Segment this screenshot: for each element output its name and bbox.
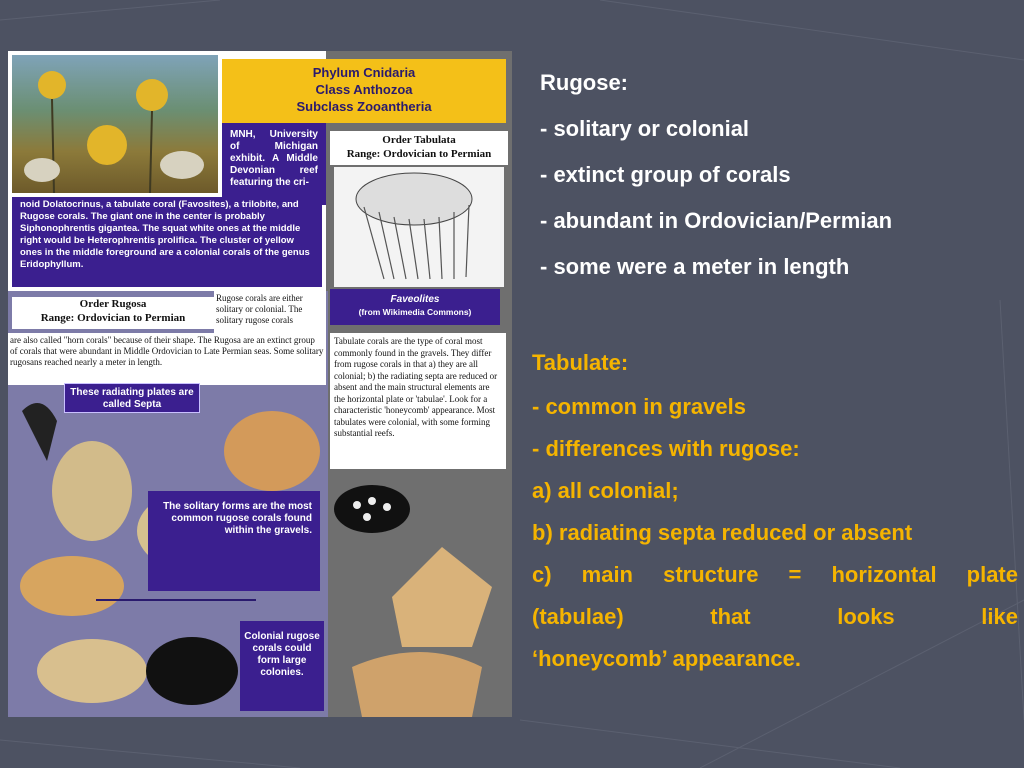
- word: c): [532, 562, 552, 587]
- header-line-phylum: Phylum Cnidaria: [312, 65, 416, 80]
- rugose-heading: Rugose:: [540, 70, 628, 95]
- faveolites-drawing: [334, 167, 504, 287]
- rugosa-side-text: Rugose corals are either solitary or colonial. The solitary rugose corals: [214, 291, 326, 335]
- reef-diorama-photo: [12, 55, 218, 193]
- rugose-item: - solitary or colonial: [540, 116, 750, 141]
- faveolites-source: (from Wikimedia Commons): [358, 307, 472, 317]
- tabulate-heading: Tabulate:: [532, 350, 629, 375]
- rugose-item: - abundant in Ordovician/Permian: [540, 208, 893, 233]
- tabulate-item: - differences with rugose:: [532, 436, 800, 461]
- tabulata-range: Range: Ordovician to Permian: [346, 148, 492, 160]
- septa-label: These radiating plates are called Septa: [64, 383, 200, 413]
- tabulate-item: b) radiating septa reduced or absent: [532, 520, 913, 545]
- tabulata-description: Tabulate corals are the type of coral most commonly found in the gravels. They differ from rugose corals in that a) they are all colonial; b) the radiating septa are reduced or absent and the main structural elements are the horizontal plate or 'tabulae'. Look for a characteristic 'honeycomb' appearance. Most tabulates were colonial, with some forming substantial reefs.: [330, 333, 506, 469]
- tabulate-fossil-photos: [332, 477, 508, 717]
- tabulate-item-c-line2: [532, 604, 1018, 630]
- word: horizontal: [831, 562, 937, 587]
- taxonomy-header: [222, 59, 506, 123]
- tabulata-order: Order Tabulata: [382, 134, 456, 146]
- tabulate-item: - common in gravels: [532, 394, 746, 419]
- word: plate: [966, 562, 1018, 587]
- header-line-subclass: Subclass Zooantheria: [296, 99, 432, 114]
- rugosa-order: Order Rugosa: [79, 298, 147, 310]
- faveolites-label: [330, 289, 500, 325]
- colonial-rugose-label: Colonial rugose corals could form large colonies.: [240, 621, 324, 711]
- word: looks: [837, 604, 895, 629]
- tabulate-item-c-line1: [532, 562, 1018, 588]
- rugose-item: - some were a meter in length: [540, 254, 850, 279]
- header-line-class: Class Anthozoa: [315, 82, 413, 97]
- solitary-forms-label: The solitary forms are the most common rugose corals found within the gravels.: [148, 491, 320, 591]
- mnh-caption: MNH, University of Michigan exhibit. A Middle Devonian reef featuring the cri-: [222, 123, 326, 205]
- word: like: [981, 604, 1018, 629]
- reef-caption: noid Dolatocrinus, a tabulate coral (Favosites), a trilobite, and Rugose corals. The giant one in the center is probably Siphonophrentis gigantea. The squat white ones at the middle right would be Heterophrentis prolifica. The cluster of yellow ones in the middle foreground are a colonial corals of the genus Eridophyllum.: [12, 197, 322, 287]
- word: structure: [663, 562, 759, 587]
- tabulate-item-c-line3: ‘honeycomb’ appearance.: [532, 646, 801, 671]
- rugosa-title: [12, 297, 214, 329]
- poster-divider: [96, 599, 256, 601]
- rugosa-description: are also called "horn corals" because of their shape. The Rugosa are an extinct group of corals that were abundant in Middle Ordovician to Late Permian seas. Some solitary rugosans reached nearly a meter in length.: [8, 333, 326, 385]
- tabulata-title: [330, 131, 508, 165]
- word: main: [581, 562, 633, 587]
- rugosa-range: Range: Ordovician to Permian: [40, 312, 186, 324]
- tabulate-item: a) all colonial;: [532, 478, 679, 503]
- coral-poster: [8, 51, 512, 717]
- word: that: [710, 604, 751, 629]
- faveolites-name: Faveolites: [390, 294, 440, 305]
- word: =: [788, 562, 802, 587]
- rugose-item: - extinct group of corals: [540, 162, 791, 187]
- word: (tabulae): [532, 604, 624, 629]
